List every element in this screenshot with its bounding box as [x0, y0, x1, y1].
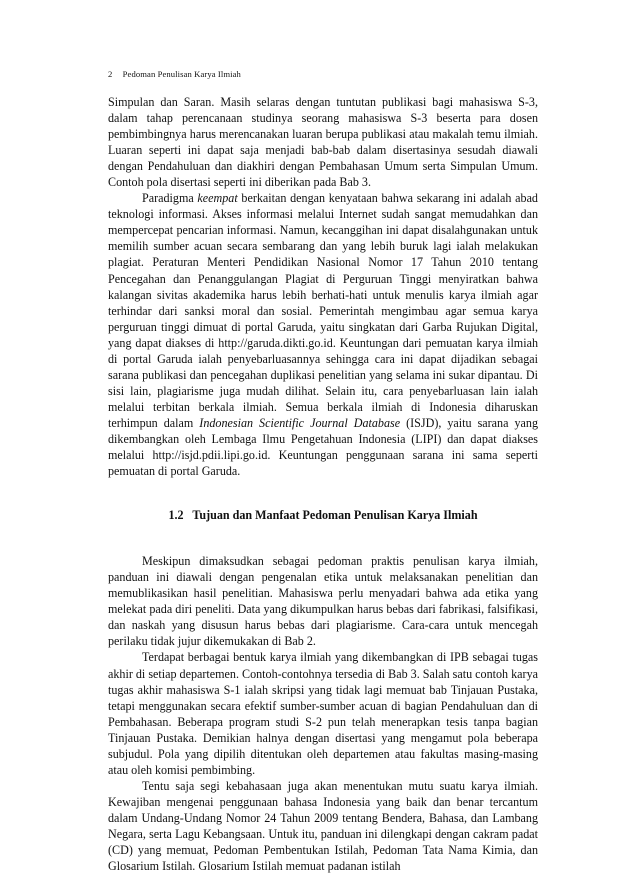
section-title: Tujuan dan Manfaat Pedoman Penulisan Karya Ilmiah [192, 508, 478, 523]
paragraph-p4 [108, 649, 538, 777]
running-header [108, 69, 241, 79]
paragraph-p1 [108, 94, 538, 190]
page-number: 2 [108, 69, 113, 79]
section-heading [108, 507, 538, 523]
top-paragraphs [108, 94, 538, 479]
italic-text: keempat [197, 191, 238, 206]
text-run: (ISJD), yaitu sarana yang dikembangkan oleh Lembaga Ilmu Pengetahuan Indonesia (LIPI) dan dapat diakses melalui http://isjd.pdii.lipi.go.id. Keuntungan penggunaan sarana ini sama seperti pemuatan di portal Garuda. [108, 415, 538, 479]
paragraph-p3 [108, 553, 538, 649]
text-run: Terdapat berbagai bentuk karya ilmiah yang dikembangkan di IPB sebagai tugas akhir di setiap departemen. Contoh-contohnya tersedia di Bab 3. Salah satu contoh karya tugas akhir mahasiswa S-1 ialah skripsi yang tidak lagi memuat bab Tinjauan Pustaka, tetapi menggunakan secara efektif sumber-sumber acuan di bagian Pendahuluan dan di Pembahasan. Beberapa program studi S-2 pun telah menerapkan tesis tanpa bagian Tinjauan Pustaka. Demikian halnya dengan disertasi yang mengamut pola beberapa subjudul. Pola yang dipilih ditentukan oleh departemen atau fakultas masing-masing atau oleh komisi pembimbing. [108, 650, 538, 777]
text-run: Meskipun dimaksudkan sebagai pedoman praktis penulisan karya ilmiah, panduan ini diawali dengan pengenalan etika untuk melaksanakan penelitian dan memublikasikan hasil penelitian. Mahasiswa perlu menyadari bahwa ada etika yang melekat pada diri peneliti. Data yang dikumpulkan harus bebas dari fabrikasi, falsifikasi, dan naskah yang disusun harus bebas dari plagiarisme. Cara-cara untuk mencegah perilaku tidak jujur dikemukakan di Bab 2. [108, 554, 538, 649]
bottom-paragraphs [108, 553, 538, 874]
paragraph-p2 [108, 190, 538, 479]
text-run: Tentu saja segi kebahasaan juga akan menentukan mutu suatu karya ilmiah. Kewajiban mengenai penggunaan bahasa Indonesia yang baik dan benar tercantum dalam Undang-Undang Nomor 24 Tahun 2009 tentang Bendera, Bahasa, dan Lambang Negara, serta Lagu Kebangsaan. Untuk itu, panduan ini dilengkapi dengan cakram padat (CD) yang memuat, Pedoman Pembentukan Istilah, Pedoman Tata Nama Kimia, dan Glosarium Istilah. Glosarium Istilah memuat padanan istilah [108, 778, 538, 874]
paragraph-p5 [108, 778, 538, 874]
running-title: Pedoman Penulisan Karya Ilmiah [122, 69, 241, 79]
text-run: berkaitan dengan kenyataan bahwa sekarang ini adalah abad teknologi informasi. Akses informasi melalui Internet sudah sangat memudahkan dan mempercepat pencarian informasi. Namun, kecanggihan ini dapat disalahgunakan untuk memilih sumber acuan secara sembarang dan yang lebih buruk lagi ialah melakukan plagiat. Peraturan Menteri Pendidikan Nasional Nomor 17 Tahun 2010 tentang Pencegahan dan Penanggulangan Plagiat di Perguruan Tinggi menyiratkan bahwa kalangan sivitas akademika harus lebih berhati-hati untuk menulis karya ilmiah agar terhindar dari sanksi moral dan sosial. Pemerintah mengimbau agar semua karya perguruan tinggi dimuat di portal Garuda, yaitu singkatan dari Garba Rujukan Digital, yang dapat diakses di http://garuda.dikti.go.id. Keuntungan dari pemuatan karya ilmiah di portal Garuda ialah penyebarluasannya sehingga cara ini dapat dijadikan sebagai sarana publikasi dan pencegahan duplikasi penelitian yang selama ini sukar dipantau. Di sisi lain, plagiarisme juga mudah dilihat. Selain itu, cara penyebarluasan lain ialah melalui terbitan berkala ilmiah. Semua berkala ilmiah di Indonesia diharuskan terhimpun dalam [108, 191, 538, 430]
text-run: Simpulan dan Saran. Masih selaras dengan tuntutan publikasi bagi mahasiswa S-3, dalam tahap perencanaan studinya seorang mahasiswa S-3 beserta para dosen pembimbingnya harus merencanakan luaran berupa publikasi atau makalah temu ilmiah. Luaran seperti ini dapat saja menjadi bab-bab dalam disertasinya sesudah diawali dengan Pendahuluan dan diakhiri dengan Pembahasan Umum serta Simpulan Umum. Contoh pola disertasi seperti ini diberikan pada Bab 3. [108, 95, 538, 190]
text-run: Paradigma [142, 191, 198, 206]
section-number: 1.2 [168, 508, 184, 523]
body-text [108, 94, 538, 874]
italic-text: Indonesian Scientific Journal Database [199, 415, 401, 430]
